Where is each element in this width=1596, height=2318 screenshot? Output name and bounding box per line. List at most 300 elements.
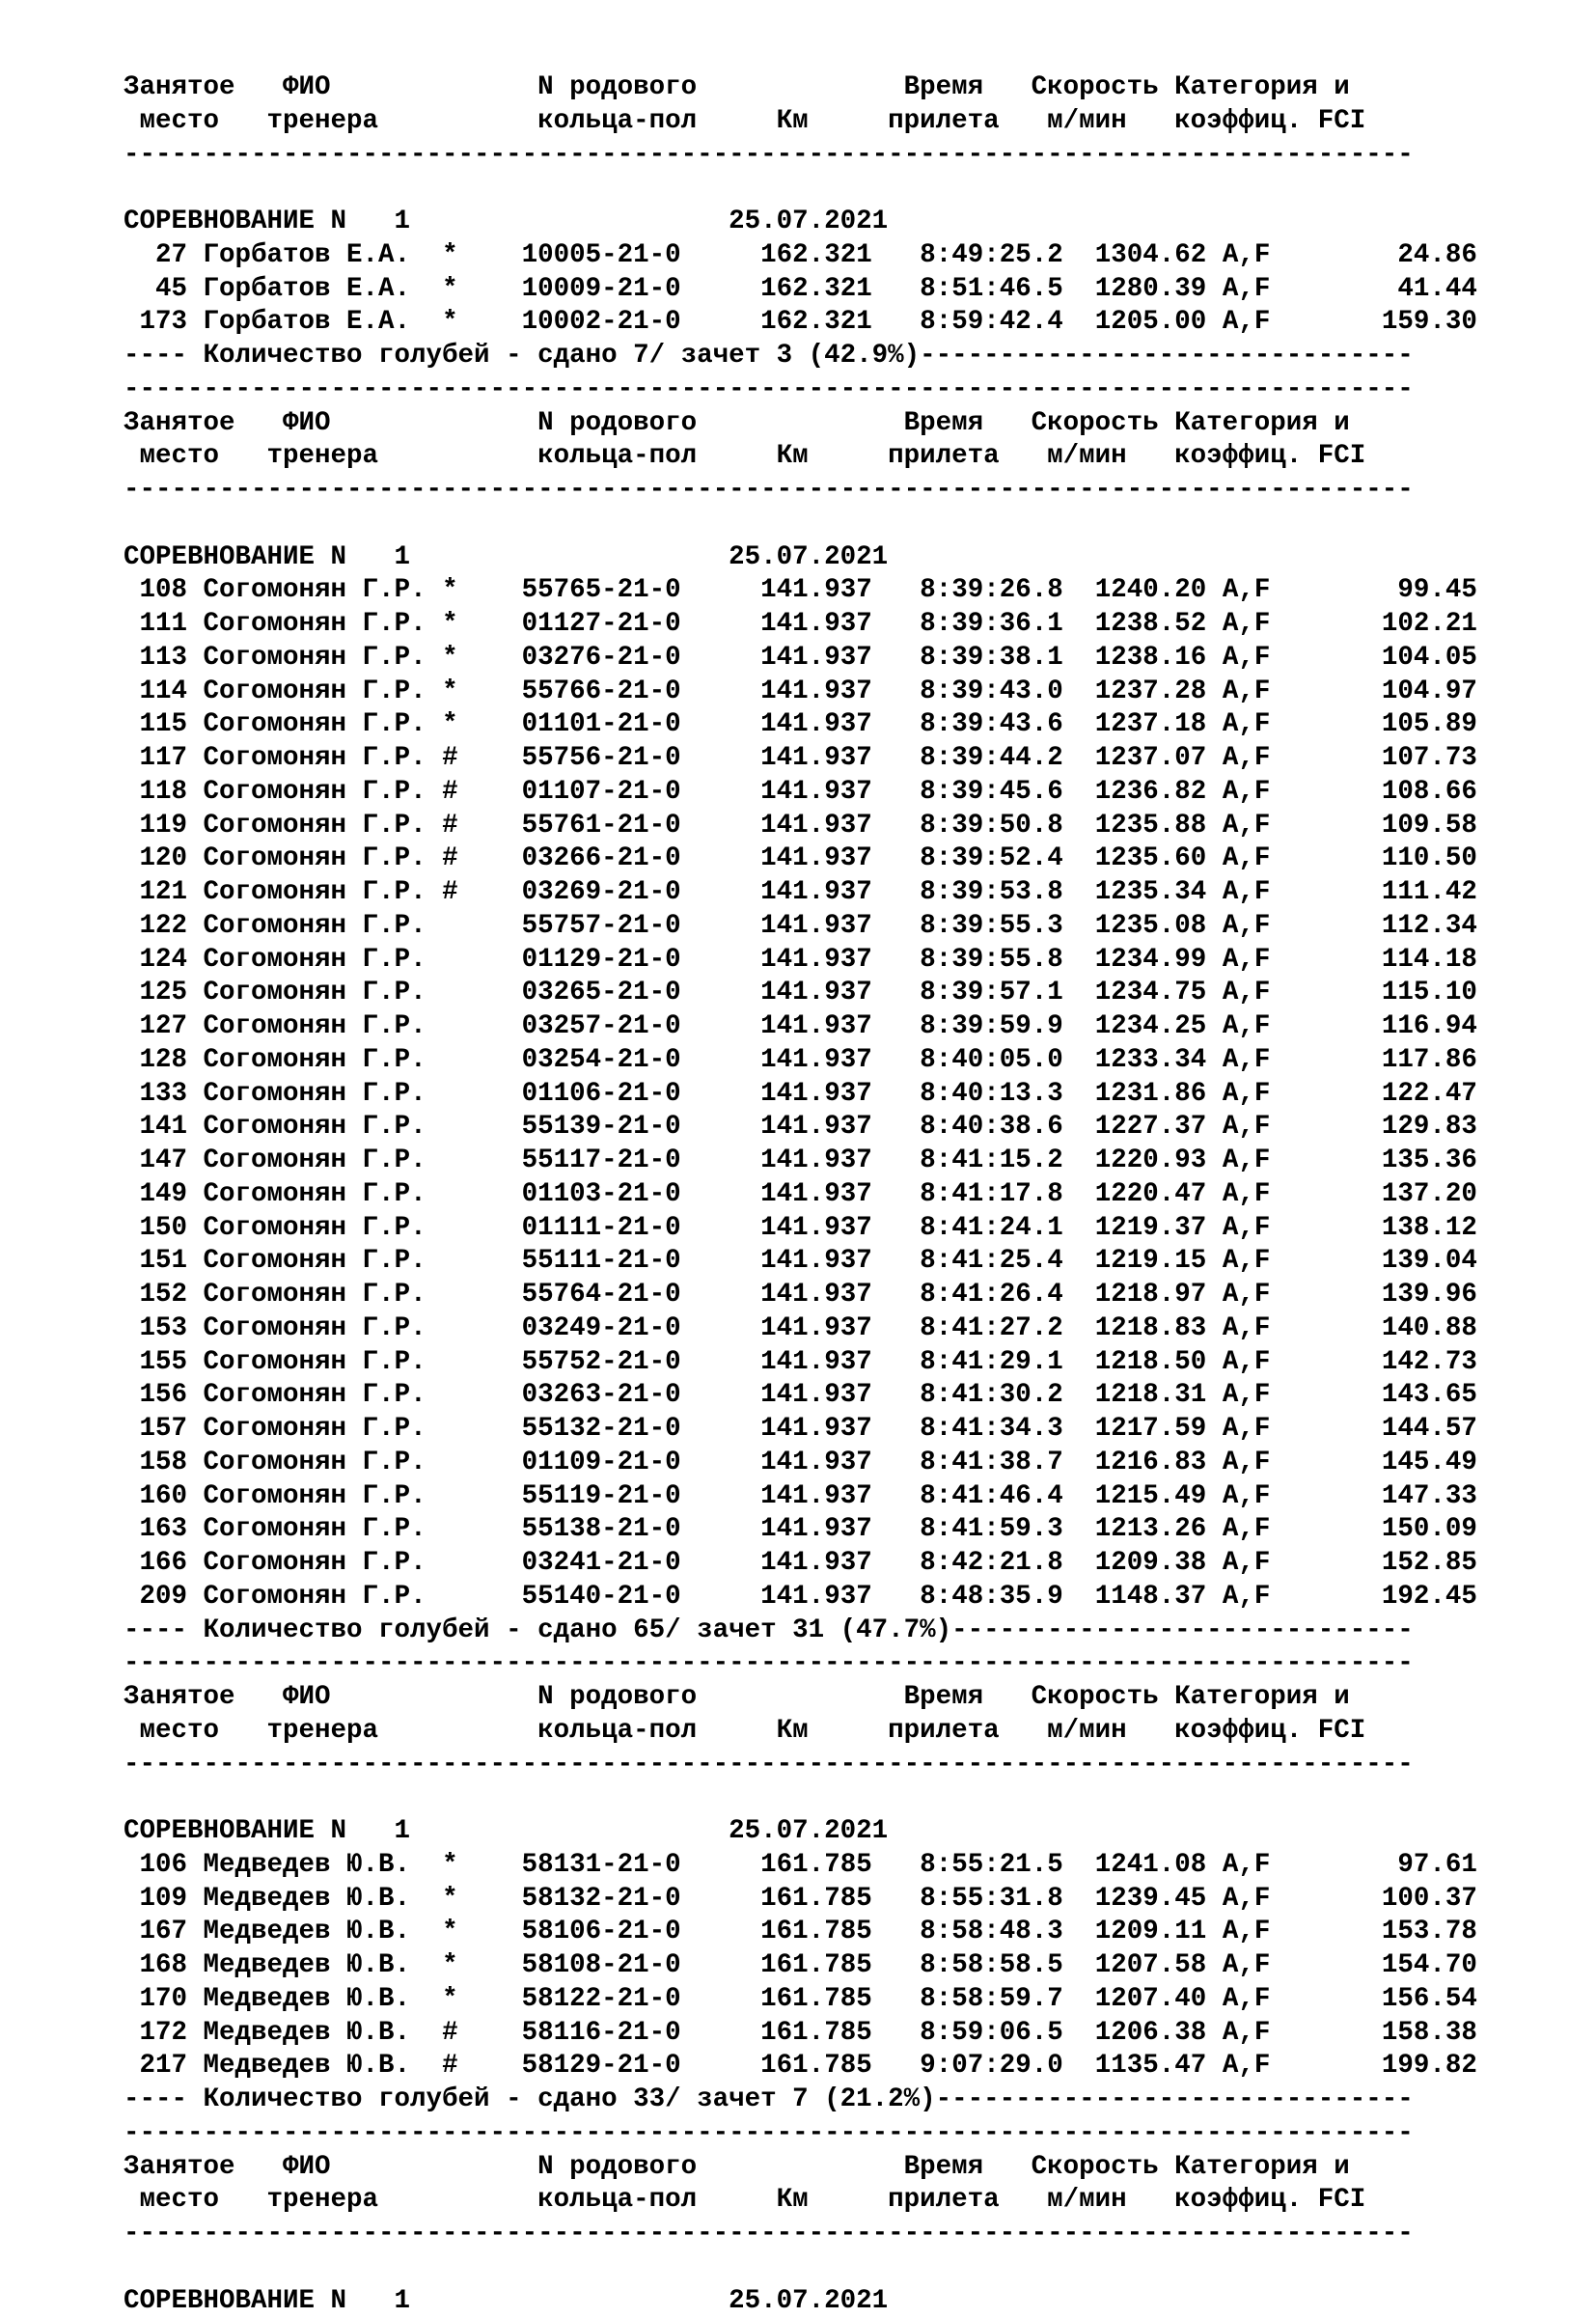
distance-km: 141.937 — [729, 944, 872, 978]
gap — [872, 1916, 889, 1949]
mark: * — [442, 1916, 506, 1949]
gap — [187, 306, 204, 340]
trainer-name: Согомонян Г.Р. — [204, 810, 443, 843]
place: 114 — [124, 676, 187, 709]
mark: # — [442, 810, 506, 843]
trainer-name: Согомонян Г.Р. — [204, 842, 443, 876]
speed: 1237.28 — [1079, 676, 1206, 709]
fci-coefficient: 102.21 — [1350, 608, 1477, 642]
fci-coefficient: 104.05 — [1350, 642, 1477, 676]
gap — [1206, 1547, 1223, 1581]
fci-coefficient: 199.82 — [1350, 2050, 1477, 2083]
ring-number: 55117-21-0 — [522, 1145, 713, 1178]
gap — [1063, 1078, 1080, 1112]
trainer-name: Горбатов Е.А. — [204, 239, 443, 273]
gap — [187, 708, 204, 742]
place: 153 — [124, 1312, 187, 1346]
distance-km: 161.785 — [729, 1916, 872, 1949]
category: A,F — [1223, 708, 1350, 742]
place: 122 — [124, 910, 187, 944]
table-header-row-2 — [124, 2184, 1477, 2218]
distance-km: 141.937 — [729, 1078, 872, 1112]
mark: * — [442, 1949, 506, 1983]
gap — [713, 876, 729, 910]
gap — [506, 1983, 522, 2017]
gap — [872, 1379, 889, 1413]
gap — [506, 1413, 522, 1447]
gap — [713, 1513, 729, 1547]
gap — [1063, 642, 1080, 676]
mark — [442, 1245, 506, 1279]
table-row — [124, 776, 1477, 810]
distance-km: 141.937 — [729, 1346, 872, 1380]
gap — [506, 1312, 522, 1346]
gap — [187, 1849, 204, 1883]
trainer-name: Медведев Ю.В. — [204, 1949, 443, 1983]
gap — [713, 1010, 729, 1044]
ring-number: 55761-21-0 — [522, 810, 713, 843]
dashed-rule: --------------------------------------------------------------------------------- — [124, 1647, 1414, 1681]
category: A,F — [1223, 2017, 1350, 2051]
pigeon-count-summary: ---- Количество голубей - сдано 7/ зачет 3 (42.9%)------------------------------- — [124, 340, 1414, 373]
gap — [1206, 1916, 1223, 1949]
ring-number: 55139-21-0 — [522, 1111, 713, 1145]
gap — [410, 541, 729, 575]
dashed-rule: --------------------------------------------------------------------------------- — [124, 2218, 1414, 2251]
mark — [442, 1312, 506, 1346]
table-row — [124, 1044, 1477, 1078]
table-row — [124, 1279, 1477, 1312]
distance-km: 141.937 — [729, 708, 872, 742]
gap — [187, 1245, 204, 1279]
gap — [1206, 842, 1223, 876]
separator-line — [124, 373, 1477, 407]
gap — [713, 1916, 729, 1949]
gap — [506, 1447, 522, 1480]
category: A,F — [1223, 1044, 1350, 1078]
gap — [1063, 977, 1080, 1010]
trainer-name: Согомонян Г.Р. — [204, 1245, 443, 1279]
trainer-name: Согомонян Г.Р. — [204, 977, 443, 1010]
category: A,F — [1223, 1312, 1350, 1346]
separator-line — [124, 1647, 1477, 1681]
arrival-time: 8:39:53.8 — [888, 876, 1063, 910]
category: A,F — [1223, 1111, 1350, 1145]
gap — [506, 2050, 522, 2083]
gap — [713, 742, 729, 776]
gap — [506, 676, 522, 709]
gap — [1206, 1044, 1223, 1078]
speed: 1217.59 — [1079, 1413, 1206, 1447]
place: 117 — [124, 742, 187, 776]
trainer-name: Согомонян Г.Р. — [204, 1413, 443, 1447]
fci-coefficient: 117.86 — [1350, 1044, 1477, 1078]
speed: 1205.00 — [1079, 306, 1206, 340]
place: 128 — [124, 1044, 187, 1078]
table-header-row-2 — [124, 105, 1477, 139]
distance-km: 141.937 — [729, 1111, 872, 1145]
trainer-name: Согомонян Г.Р. — [204, 1279, 443, 1312]
gap — [1206, 977, 1223, 1010]
gap — [1206, 1010, 1223, 1044]
mark: * — [442, 306, 506, 340]
gap — [1206, 1346, 1223, 1380]
place: 149 — [124, 1178, 187, 1212]
gap — [872, 1078, 889, 1112]
speed: 1234.25 — [1079, 1010, 1206, 1044]
distance-km: 141.937 — [729, 608, 872, 642]
gap — [1206, 944, 1223, 978]
mark: * — [442, 239, 506, 273]
ring-number: 55752-21-0 — [522, 1346, 713, 1380]
ring-number: 58131-21-0 — [522, 1849, 713, 1883]
distance-km: 162.321 — [729, 239, 872, 273]
gap — [713, 1480, 729, 1514]
mark — [442, 1145, 506, 1178]
distance-km: 141.937 — [729, 1279, 872, 1312]
gap — [1063, 1447, 1080, 1480]
place: 168 — [124, 1949, 187, 1983]
mark — [442, 1447, 506, 1480]
gap — [872, 977, 889, 1010]
mark: * — [442, 1983, 506, 2017]
ring-number: 10002-21-0 — [522, 306, 713, 340]
table-row — [124, 1581, 1477, 1614]
distance-km: 161.785 — [729, 1949, 872, 1983]
trainer-name: Согомонян Г.Р. — [204, 944, 443, 978]
distance-km: 141.937 — [729, 642, 872, 676]
gap — [187, 742, 204, 776]
arrival-time: 8:39:57.1 — [888, 977, 1063, 1010]
fci-coefficient: 110.50 — [1350, 842, 1477, 876]
distance-km: 141.937 — [729, 810, 872, 843]
gap — [1063, 1883, 1080, 1917]
gap — [187, 1513, 204, 1547]
gap — [187, 876, 204, 910]
category: A,F — [1223, 742, 1350, 776]
gap — [713, 608, 729, 642]
gap — [872, 1447, 889, 1480]
summary-row — [124, 1614, 1477, 1648]
mark: * — [442, 676, 506, 709]
gap — [872, 1547, 889, 1581]
trainer-name: Медведев Ю.В. — [204, 1983, 443, 2017]
ring-number: 03249-21-0 — [522, 1312, 713, 1346]
gap — [713, 574, 729, 608]
trainer-name: Согомонян Г.Р. — [204, 642, 443, 676]
gap — [872, 1178, 889, 1212]
gap — [713, 910, 729, 944]
place: 163 — [124, 1513, 187, 1547]
gap — [872, 608, 889, 642]
gap — [872, 1513, 889, 1547]
gap — [713, 239, 729, 273]
gap — [713, 1883, 729, 1917]
competition-label: СОРЕВНОВАНИЕ N 1 — [124, 2285, 410, 2318]
arrival-time: 8:40:38.6 — [888, 1111, 1063, 1145]
category: A,F — [1223, 1346, 1350, 1380]
ring-number: 01111-21-0 — [522, 1212, 713, 1246]
fci-coefficient: 115.10 — [1350, 977, 1477, 1010]
arrival-time: 8:42:21.8 — [888, 1547, 1063, 1581]
table-row — [124, 1346, 1477, 1380]
fci-coefficient: 116.94 — [1350, 1010, 1477, 1044]
gap — [713, 676, 729, 709]
distance-km: 141.937 — [729, 676, 872, 709]
gap — [872, 2017, 889, 2051]
fci-coefficient: 97.61 — [1350, 1849, 1477, 1883]
gap — [713, 642, 729, 676]
gap — [187, 2050, 204, 2083]
gap — [1206, 2050, 1223, 2083]
arrival-time: 8:40:13.3 — [888, 1078, 1063, 1112]
place: 217 — [124, 2050, 187, 2083]
gap — [1206, 239, 1223, 273]
speed: 1218.50 — [1079, 1346, 1206, 1380]
separator-line — [124, 1749, 1477, 1782]
distance-km: 141.937 — [729, 1379, 872, 1413]
fci-coefficient: 107.73 — [1350, 742, 1477, 776]
fci-coefficient: 142.73 — [1350, 1346, 1477, 1380]
category: A,F — [1223, 1983, 1350, 2017]
fci-coefficient: 135.36 — [1350, 1145, 1477, 1178]
gap — [872, 708, 889, 742]
mark — [442, 1078, 506, 1112]
gap — [187, 776, 204, 810]
separator-line — [124, 474, 1477, 508]
speed: 1239.45 — [1079, 1883, 1206, 1917]
gap — [410, 2285, 729, 2318]
gap — [1063, 1010, 1080, 1044]
place: 158 — [124, 1447, 187, 1480]
gap — [1063, 1178, 1080, 1212]
gap — [506, 1044, 522, 1078]
gap — [713, 306, 729, 340]
fci-coefficient: 24.86 — [1350, 239, 1477, 273]
gap — [187, 1212, 204, 1246]
ring-number: 58132-21-0 — [522, 1883, 713, 1917]
gap — [506, 1212, 522, 1246]
gap — [713, 1178, 729, 1212]
ring-number: 10009-21-0 — [522, 273, 713, 307]
gap — [1063, 1279, 1080, 1312]
gap — [187, 1379, 204, 1413]
table-row — [124, 1513, 1477, 1547]
speed: 1227.37 — [1079, 1111, 1206, 1145]
trainer-name: Медведев Ю.В. — [204, 1916, 443, 1949]
ring-number: 58106-21-0 — [522, 1916, 713, 1949]
speed: 1209.38 — [1079, 1547, 1206, 1581]
gap — [1063, 1581, 1080, 1614]
place: 106 — [124, 1849, 187, 1883]
place: 120 — [124, 842, 187, 876]
gap — [187, 1581, 204, 1614]
category: A,F — [1223, 1916, 1350, 1949]
gap — [713, 1983, 729, 2017]
gap — [1063, 306, 1080, 340]
competition-date: 25.07.2021 — [729, 541, 888, 575]
gap — [1206, 1111, 1223, 1145]
gap — [1063, 944, 1080, 978]
place: 115 — [124, 708, 187, 742]
gap — [1063, 1044, 1080, 1078]
place: 152 — [124, 1279, 187, 1312]
speed: 1235.08 — [1079, 910, 1206, 944]
blank-line — [124, 1781, 1477, 1815]
table-row — [124, 574, 1477, 608]
gap — [187, 1111, 204, 1145]
mark: # — [442, 2050, 506, 2083]
place: 121 — [124, 876, 187, 910]
gap — [713, 1279, 729, 1312]
gap — [713, 2050, 729, 2083]
gap — [872, 1849, 889, 1883]
category: A,F — [1223, 1178, 1350, 1212]
ring-number: 03263-21-0 — [522, 1379, 713, 1413]
gap — [872, 239, 889, 273]
gap — [1206, 608, 1223, 642]
ring-number: 58122-21-0 — [522, 1983, 713, 2017]
trainer-name: Согомонян Г.Р. — [204, 910, 443, 944]
ring-number: 55111-21-0 — [522, 1245, 713, 1279]
gap — [1206, 876, 1223, 910]
mark — [442, 1212, 506, 1246]
gap — [506, 1547, 522, 1581]
gap — [872, 810, 889, 843]
trainer-name: Медведев Ю.В. — [204, 2017, 443, 2051]
separator-line — [124, 139, 1477, 173]
dashed-rule: --------------------------------------------------------------------------------- — [124, 1749, 1414, 1782]
table-row — [124, 1447, 1477, 1480]
table-row — [124, 1145, 1477, 1178]
distance-km: 161.785 — [729, 1849, 872, 1883]
ring-number: 55756-21-0 — [522, 742, 713, 776]
fci-coefficient: 111.42 — [1350, 876, 1477, 910]
place: 160 — [124, 1480, 187, 1514]
column-headers-top: Занятое ФИО N родового Время Скорость Категория и — [124, 1681, 1350, 1715]
gap — [1206, 642, 1223, 676]
place: 133 — [124, 1078, 187, 1112]
ring-number: 55132-21-0 — [522, 1413, 713, 1447]
gap — [1063, 810, 1080, 843]
gap — [187, 1279, 204, 1312]
distance-km: 141.937 — [729, 1145, 872, 1178]
speed: 1235.34 — [1079, 876, 1206, 910]
mark — [442, 1413, 506, 1447]
fci-coefficient: 105.89 — [1350, 708, 1477, 742]
table-row — [124, 876, 1477, 910]
dashed-rule: --------------------------------------------------------------------------------- — [124, 2117, 1414, 2151]
mark — [442, 944, 506, 978]
ring-number: 03276-21-0 — [522, 642, 713, 676]
mark — [442, 910, 506, 944]
category: A,F — [1223, 842, 1350, 876]
gap — [872, 273, 889, 307]
gap — [187, 1312, 204, 1346]
mark: * — [442, 1883, 506, 1917]
gap — [1063, 1379, 1080, 1413]
category: A,F — [1223, 1379, 1350, 1413]
mark — [442, 1010, 506, 1044]
table-row — [124, 1983, 1477, 2017]
place: 141 — [124, 1111, 187, 1145]
arrival-time: 8:41:25.4 — [888, 1245, 1063, 1279]
place: 118 — [124, 776, 187, 810]
gap — [1063, 2017, 1080, 2051]
fci-coefficient: 41.44 — [1350, 273, 1477, 307]
table-row — [124, 306, 1477, 340]
gap — [187, 1145, 204, 1178]
gap — [713, 2017, 729, 2051]
distance-km: 141.937 — [729, 977, 872, 1010]
speed: 1304.62 — [1079, 239, 1206, 273]
gap — [506, 776, 522, 810]
gap — [506, 239, 522, 273]
place: 173 — [124, 306, 187, 340]
gap — [872, 1883, 889, 1917]
gap — [872, 1145, 889, 1178]
gap — [1206, 1279, 1223, 1312]
gap — [187, 1178, 204, 1212]
mark: * — [442, 1849, 506, 1883]
gap — [506, 273, 522, 307]
competition-row — [124, 541, 1477, 575]
gap — [506, 1178, 522, 1212]
gap — [713, 1849, 729, 1883]
gap — [506, 1849, 522, 1883]
place: 109 — [124, 1883, 187, 1917]
distance-km: 141.937 — [729, 1447, 872, 1480]
table-header-row-1 — [124, 1681, 1477, 1715]
gap — [187, 1983, 204, 2017]
blank-line — [124, 2251, 1477, 2285]
table-row — [124, 239, 1477, 273]
gap — [506, 1010, 522, 1044]
table-header-row-2 — [124, 440, 1477, 474]
table-row — [124, 1212, 1477, 1246]
category: A,F — [1223, 1883, 1350, 1917]
competition-row — [124, 206, 1477, 239]
gap — [506, 306, 522, 340]
arrival-time: 8:41:30.2 — [888, 1379, 1063, 1413]
gap — [410, 206, 729, 239]
gap — [872, 642, 889, 676]
gap — [187, 608, 204, 642]
table-row — [124, 1111, 1477, 1145]
table-row — [124, 2050, 1477, 2083]
trainer-name: Согомонян Г.Р. — [204, 1145, 443, 1178]
gap — [187, 1547, 204, 1581]
table-row — [124, 742, 1477, 776]
gap — [713, 273, 729, 307]
trainer-name: Медведев Ю.В. — [204, 2050, 443, 2083]
trainer-name: Согомонян Г.Р. — [204, 1346, 443, 1380]
trainer-name: Согомонян Г.Р. — [204, 1447, 443, 1480]
speed: 1148.37 — [1079, 1581, 1206, 1614]
pigeon-count-summary: ---- Количество голубей - сдано 65/ зачет 31 (47.7%)----------------------------- — [124, 1614, 1414, 1648]
distance-km: 161.785 — [729, 2017, 872, 2051]
trainer-name: Согомонян Г.Р. — [204, 1111, 443, 1145]
trainer-name: Согомонян Г.Р. — [204, 742, 443, 776]
place: 209 — [124, 1581, 187, 1614]
gap — [1063, 1480, 1080, 1514]
ring-number: 55138-21-0 — [522, 1513, 713, 1547]
table-row — [124, 1547, 1477, 1581]
gap — [872, 574, 889, 608]
gap — [1206, 574, 1223, 608]
trainer-name: Согомонян Г.Р. — [204, 1010, 443, 1044]
gap — [713, 1145, 729, 1178]
